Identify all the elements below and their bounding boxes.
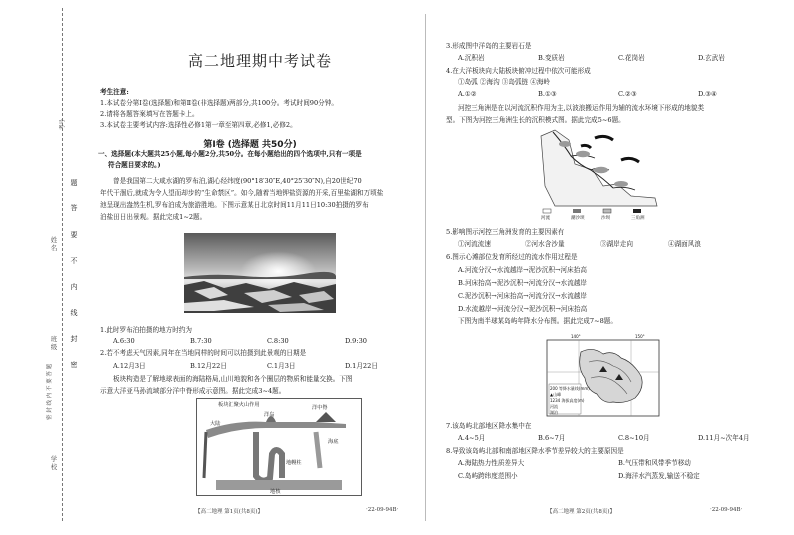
fig3-lon-left: 140°: [571, 334, 581, 339]
page2-code: ·22-09-94B·: [710, 507, 743, 513]
q7-option-d[interactable]: D.11月~次年4月: [698, 434, 750, 442]
passage2-line: 板块构造是了解地球表面的海陆格局,山川地貌和各个圈层的物质和能量交换。下图: [113, 375, 353, 383]
binding-school-label: 学校: [50, 455, 58, 471]
q3-option-a[interactable]: A.沉积岩: [458, 54, 485, 62]
fig3-lon-right: 150°: [635, 334, 645, 339]
fig3-legend-isohyet: 200 等降水量线(mm): [550, 386, 590, 391]
question-2-stem: 2.若不考虑天气因素,同年在当地同样的时间可以拍摄到此景观的日期是: [100, 349, 307, 357]
fig1-label-mantle-plume: 地幔柱: [286, 460, 302, 466]
question-4-stem: 4.在大洋板块向大陆板块俯冲过程中依次可能形成: [446, 67, 591, 75]
passage4: 下图为南半球某岛屿年降水分布图。据此完成7~8题。: [458, 317, 617, 325]
q1-option-a[interactable]: A.6:30: [113, 337, 135, 345]
fig3-legend-elevation: 1234 海拔高度(m): [550, 398, 585, 403]
seal-char: 密: [70, 361, 78, 369]
q7-option-b[interactable]: B.6~7月: [538, 434, 566, 442]
q2-option-b[interactable]: B.12月22日: [190, 362, 227, 370]
fig2-legend-tidal-bar: 潮沙坝: [571, 216, 585, 220]
q4-option-c[interactable]: C.②③: [618, 90, 637, 98]
fig2-legend-sandbar: 沙坝: [601, 216, 610, 220]
binding-name-label: 姓名: [50, 236, 58, 252]
fig1-label-seafloor: 海底: [328, 439, 339, 445]
q6-option-c[interactable]: C.泥沙沉积→河床抬高→河流分汉→水流越岸: [458, 292, 587, 300]
binding-class-label: 班级: [50, 335, 58, 351]
notice-item: 1.本试卷分第Ⅰ卷(选择题)和第Ⅱ卷(非选择题)两部分,共100分。考试时间90分钟。: [100, 99, 338, 107]
q8-option-d[interactable]: D.海洋水汽蒸发,输送不稳定: [618, 472, 700, 480]
q7-option-c[interactable]: C.8~10月: [618, 434, 650, 442]
seal-char: 答: [70, 204, 78, 212]
q6-option-d[interactable]: D.水流越岸→河流分汉→泥沙沉积→河床抬高: [458, 305, 588, 313]
seal-char: 题: [70, 179, 78, 187]
passage1-line: 池呈现出盎然生机,罗布泊成为旅游胜地。下图示意某日北京时间11月11日10:30拍摄的罗布: [100, 201, 369, 209]
page1-code: ·22-09-94B·: [366, 507, 399, 513]
question-3-stem: 3.形成图中洋岛的主要岩石是: [446, 42, 532, 50]
seal-char: 内: [70, 283, 78, 291]
q5-option-2[interactable]: ②河水含沙量: [525, 240, 565, 248]
question-1-stem: 1.此时罗布泊拍摄的地方时约为: [100, 326, 193, 334]
fig3-legend-peak: ▲山峰: [550, 392, 562, 397]
notice-item: 2.请将各题答案填写在答题卡上。: [100, 110, 199, 118]
q5-option-4[interactable]: ④湖面风浪: [668, 240, 701, 248]
passage3-line: 型。下图为河控三角洲生长的沉积模式图。据此完成5~6题。: [446, 116, 625, 124]
q2-option-c[interactable]: C.1月3日: [267, 362, 296, 370]
seal-char: 线: [70, 309, 78, 317]
q3-option-c[interactable]: C.花岗岩: [618, 54, 645, 62]
binding-dashed-line: [62, 8, 63, 521]
passage3-line: 河控三角洲是在以河流沉积作用为主,以波浪搬运作用为辅的流水环境下形成的地貌类: [458, 104, 705, 112]
question-5-stem: 5.影响图示河控三角洲发育的主要因素有: [446, 228, 565, 236]
q8-option-a[interactable]: A.海陆热力性质差异大: [458, 459, 525, 467]
seal-char: 不: [70, 257, 78, 265]
passage1-line: 泊盐田日出景观。据此完成1~2题。: [100, 213, 207, 221]
q3-option-d[interactable]: D.玄武岩: [698, 54, 725, 62]
q5-option-1[interactable]: ①河流流速: [458, 240, 491, 248]
section-intro-cont: 符合题目要求的。): [108, 161, 161, 169]
fig3-legend-river: 河流: [550, 404, 558, 409]
q2-option-d[interactable]: D.1月22日: [345, 362, 378, 370]
fig1-label-volcanism: 板块汇聚火山作用: [218, 402, 260, 408]
notice-item: 3.本试卷主要考试内容:选择性必修1第一章至第四章,必修1,必修2。: [100, 121, 297, 129]
q1-option-b[interactable]: B.7:30: [190, 337, 212, 345]
question-6-stem: 6.图示心滩部位发育所经过的流水作用过程是: [446, 253, 578, 261]
seal-char: 要: [70, 231, 78, 239]
passage1-line: 曾是我国第二大咸水湖的罗布泊,湖心经纬度(90°18′30″E,40°25′30″N),自20世纪70: [113, 177, 362, 185]
fig2-legend-river: 河流: [541, 216, 550, 220]
q1-option-c[interactable]: C.8:30: [267, 337, 289, 345]
question-7-stem: 7.该岛屿北部地区降水集中在: [446, 422, 532, 430]
q6-option-a[interactable]: A.河流分汉→水流越岸→泥沙沉积→河床抬高: [458, 266, 587, 274]
fig3-legend-lake: 湖泊: [550, 410, 558, 415]
q3-option-b[interactable]: B.变质岩: [538, 54, 565, 62]
seal-line-text: 密 封 线 内 不 要 答 题: [47, 363, 53, 420]
fig1-label-continent: 大陆: [210, 421, 221, 427]
q4-items: ①岛弧 ②海沟 ③岛弧链 ④海岭: [458, 78, 551, 86]
page1-footer: 【高二地理 第1页(共8页)】: [195, 509, 264, 515]
binding-top-label: 考号: [60, 118, 66, 130]
q8-option-c[interactable]: C.岛屿跨纬度范围小: [458, 472, 518, 480]
fig1-label-mid-ocean-ridge: 洋中脊: [312, 405, 328, 411]
fig1-label-core: 地核: [270, 489, 281, 495]
q6-option-b[interactable]: B.河床抬高→泥沙沉积→河流分汉→水流越岸: [458, 279, 588, 287]
plate-tectonics-diagram: [196, 398, 362, 496]
question-8-stem: 8.导致该岛屿北部和南部地区降水季节差异较大的主要原因是: [446, 447, 624, 455]
q5-option-3[interactable]: ③湖岸走向: [600, 240, 633, 248]
q4-option-a[interactable]: A.①②: [458, 90, 477, 98]
page1-title: 高二地理期中考试卷: [187, 52, 332, 70]
passage2-line: 示意大洋亚马孙流域部分洋中脊形成示意图。据此完成3~4题。: [100, 387, 286, 395]
q4-option-b[interactable]: B.①③: [538, 90, 557, 98]
passage1-line: 年代干涸后,就成为令人望而却步的“生命禁区”。如今,随着当地钾盐资源的开采,百里盐湖和万顷盐: [100, 189, 384, 197]
fig1-label-ocean-island: 洋岛: [264, 412, 275, 418]
fig2-legend-delta: 三角洲: [631, 216, 645, 220]
lop-nur-sunrise-photo: [184, 233, 336, 313]
q2-option-a[interactable]: A.12月3日: [113, 362, 146, 370]
q8-option-b[interactable]: B.气压带和风带季节移动: [618, 459, 691, 467]
seal-char: 封: [70, 335, 78, 343]
island-precipitation-map: [541, 332, 665, 420]
q1-option-d[interactable]: D.9:30: [345, 337, 367, 345]
section-intro: 一、选择题(本大题共25小题,每小题2分,共50分。在每小题给出的四个选项中,只有一项是: [98, 150, 362, 158]
q7-option-a[interactable]: A.4~5月: [458, 434, 486, 442]
page2-footer: 【高二地理 第2页(共8页)】: [547, 509, 616, 515]
notice-title: 考生注意:: [100, 88, 129, 96]
section-title: 第Ⅰ卷 (选择题 共50分): [203, 140, 297, 150]
q4-option-d[interactable]: D.③④: [698, 90, 717, 98]
river-delta-diagram: [535, 126, 665, 220]
page-divider: [425, 14, 426, 521]
